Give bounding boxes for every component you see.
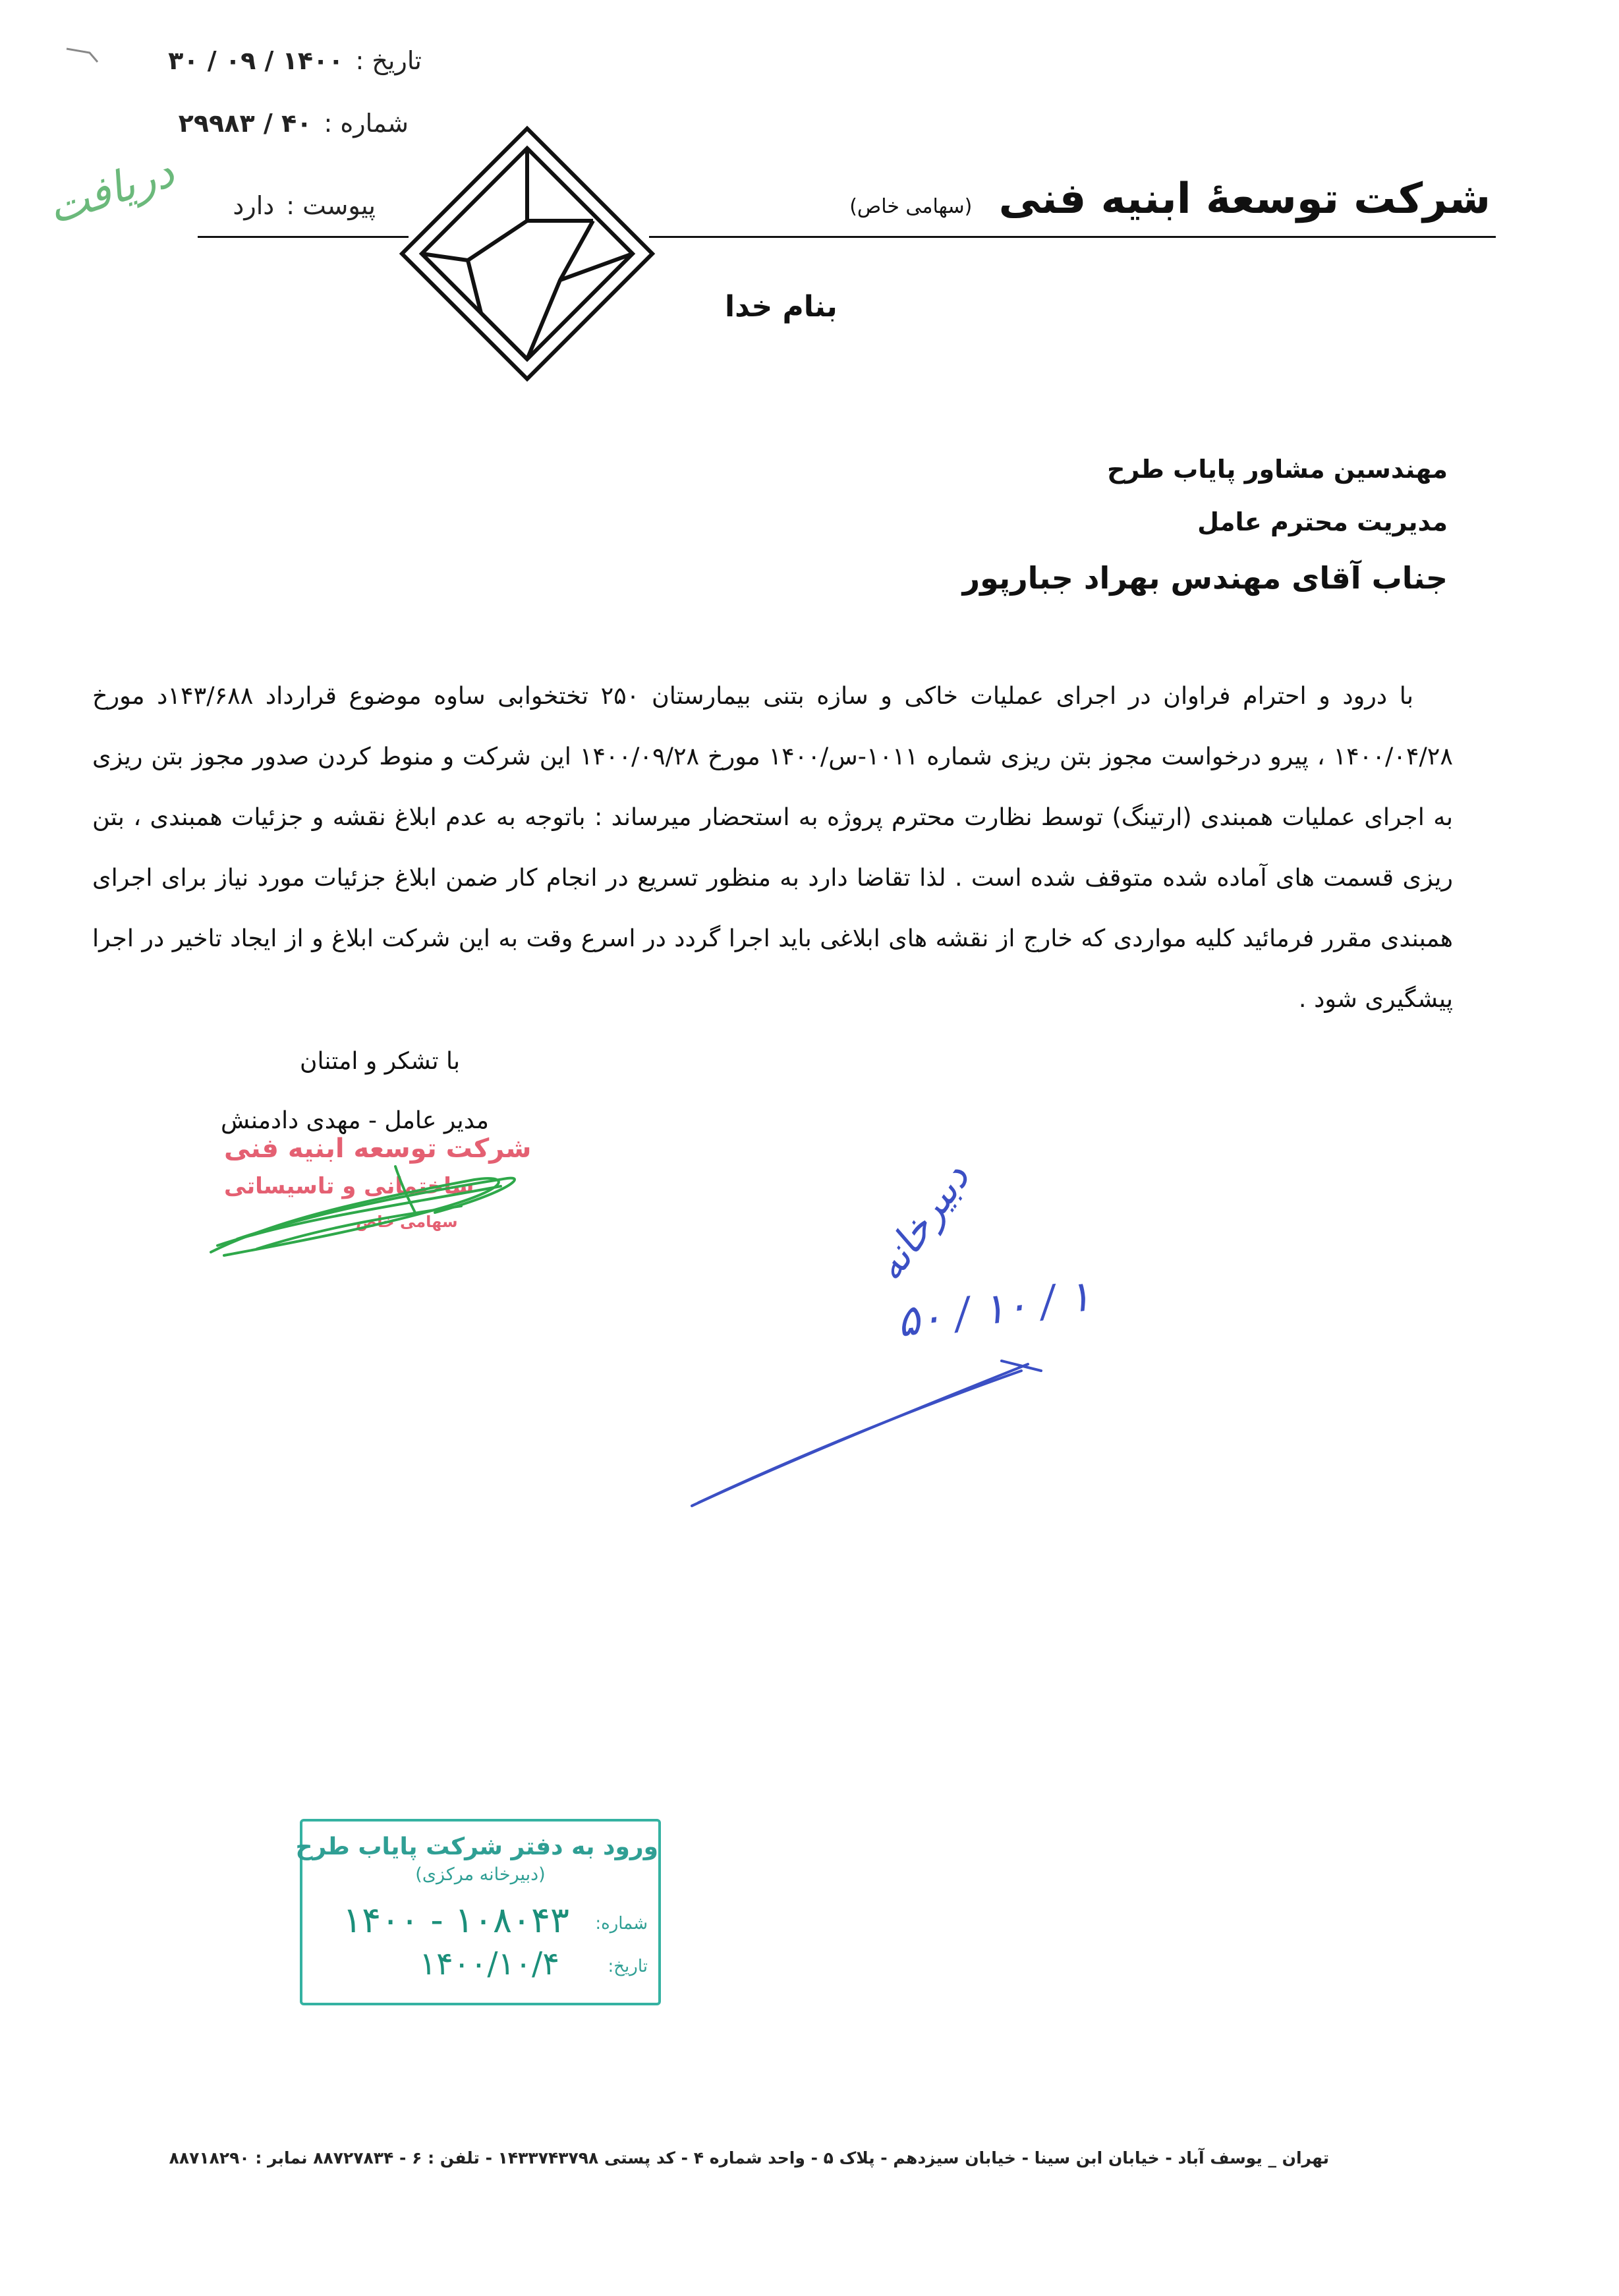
letter-body: با درود و احترام فراوان در اجرای عملیات خاکی و سازه بتنی بیمارستان ۲۵۰ تختخوابی ساوه موضوع قرارداد ۱۴۳/۶۸۸د مورخ ۱۴۰۰/۰۴/۲۸ ، پیرو درخواست مجوز بتن ریزی شماره ۱۰۱۱-س/۱۴۰۰ مورخ ۱۴۰۰/۰۹/۲۸ این شرکت و منوط کردن صدور مجوز بتن ریزی به اجرای عملیات همبندی (ارتینگ) توسط نظارت محترم پروژه به استحضار میرساند : باتوجه به عدم ابلاغ نقشه و جزئیات همبندی ، بتن ریزی قسمت های آماده شده متوقف شده است . لذا تقاضا دارد به منظور تسریع در انجام کار ضمن ابلاغ جزئیات مورد نیاز برای اجرای همبندی مقرر فرمائید کلیه مواردی که خارج از نقشه های ابلاغی باید اجرا گردد در اسرع وقت به این شرکت ابلاغ و از ایجاد تاخیر در اجرا پیشگیری شود . [92, 681, 1453, 1013]
receipt-stamp-date-label: تاریخ: [608, 1957, 648, 1976]
closing-text: با تشکر و امتنان [300, 1048, 460, 1075]
company-seal-line-2: ساختمانی و تاسیساتی [224, 1173, 474, 1199]
company-name [849, 175, 1491, 223]
handwritten-note-date: ۵۰ / ۱۰ / ۱ [894, 1271, 1094, 1348]
receipt-stamp-date-value: ۱۴۰۰/۱۰/۴ [419, 1945, 559, 1982]
company-name-text: شرکت توسعهٔ ابنیه فنی [998, 175, 1491, 223]
handwritten-receipt-note: دریافت [41, 146, 181, 235]
attachment-value: دارد [233, 191, 275, 220]
company-type: (سهامی خاص) [849, 195, 973, 218]
receipt-stamp-subtitle: (دبیرخانه مرکزی) [415, 1864, 546, 1885]
number-value: ۴۰ / ۲۹۹۸۳ [178, 109, 312, 138]
addressee-line-2: مدیریت محترم عامل [1197, 507, 1448, 536]
header-rule-right [649, 236, 1496, 238]
company-seal-line-3: سهامی خاص [356, 1213, 458, 1231]
handwritten-note-top: دبیرخانه [865, 1155, 979, 1290]
addressee-line-3: جناب آقای مهندس بهراد جبارپور [962, 560, 1448, 596]
addressee-line-1: مهندسین مشاور پایاب طرح [1107, 455, 1448, 484]
header-rule-left [198, 236, 409, 238]
footer-address: تهران _ یوسف آباد - خیابان ابن سینا - خیابان سیزدهم - پلاک ۵ - واحد شماره ۴ - کد پستی ۱۴۳۳۷۴۳۷۹۸ - تلفن : ۶ - ۸۸۷۲۷۸۳۴ نمابر : ۸۸۷۱۸۲۹۰ [169, 2148, 1329, 2167]
company-logo-icon [395, 122, 659, 386]
handwritten-pen-stroke [685, 1344, 1054, 1516]
date-value: ۱۴۰۰ / ۰۹ / ۳۰ [168, 46, 344, 75]
letter-date [165, 46, 422, 75]
attachment-label: پیوست : [286, 191, 376, 220]
date-label: تاریخ : [355, 46, 422, 75]
company-seal-line-1: شرکت توسعه ابنیه فنی [224, 1134, 532, 1164]
receipt-stamp [295, 1819, 661, 2005]
signature-scribble [198, 1140, 540, 1272]
letter-attachment [211, 191, 376, 220]
receipt-stamp-number-label: شماره: [595, 1914, 648, 1934]
basmala: بنام خدا [725, 290, 838, 324]
receipt-stamp-title: ورود به دفتر شرکت پایاب طرح [295, 1833, 658, 1860]
number-label: شماره : [324, 109, 409, 138]
receipt-stamp-number-value: ۱۰۸۰۴۳ - ۱۴۰۰ [343, 1899, 569, 1941]
letter-number [165, 109, 409, 138]
corner-scan-mark [63, 43, 103, 70]
signer-name: مدیر عامل - مهدی دادمنش [221, 1107, 489, 1134]
